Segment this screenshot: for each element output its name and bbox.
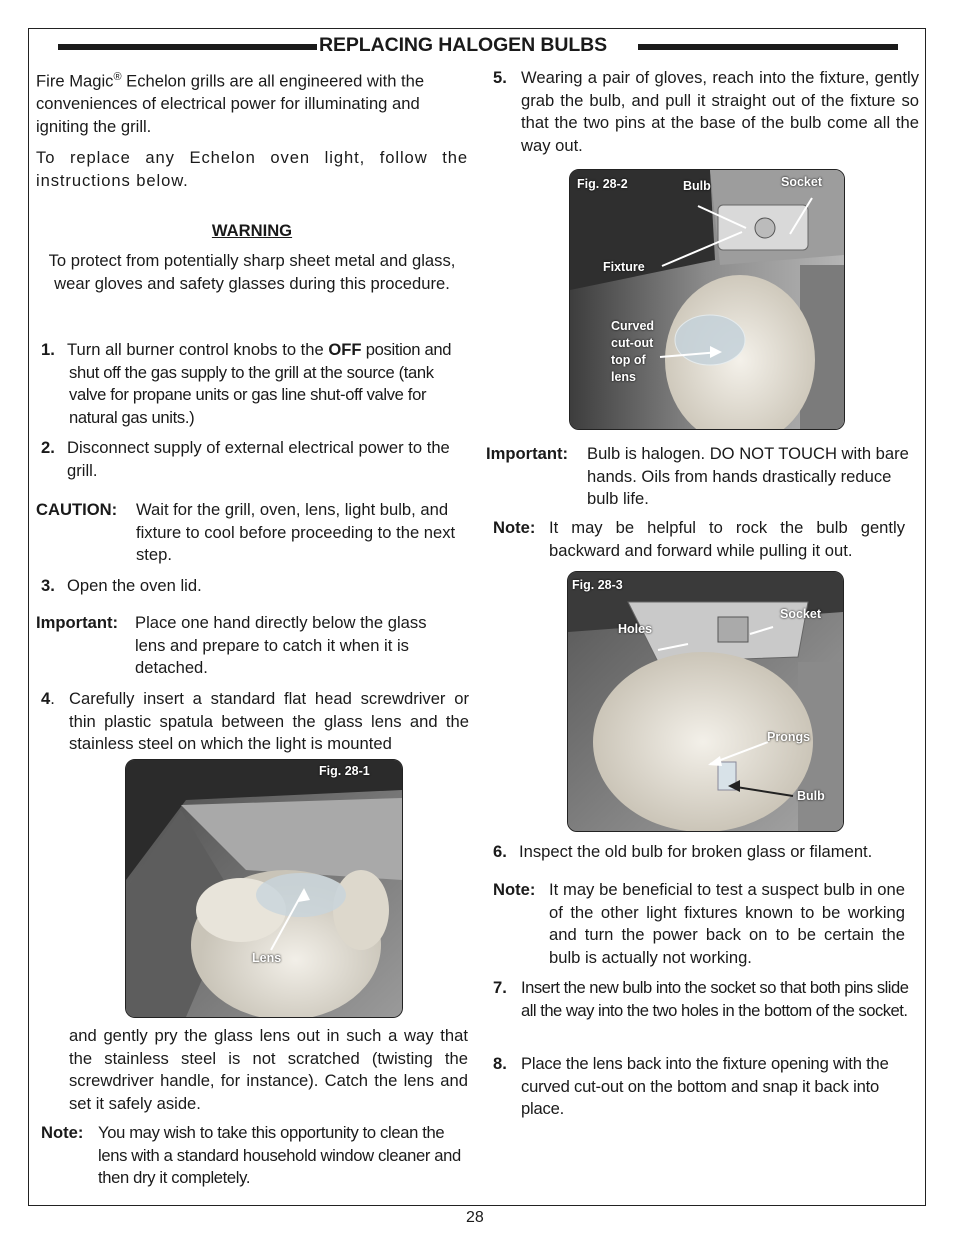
important-1-text: Place one hand directly below the glass lens and prepare to catch it when it is detached.: [135, 613, 427, 677]
step-7: [493, 977, 923, 1045]
important-2-label: Important:: [486, 444, 569, 463]
figure-28-2-label: Fig. 28-2: [577, 177, 628, 191]
step-1-number: 1.: [41, 340, 55, 359]
figure-28-2-photo: [570, 170, 844, 429]
intro-paragraph-2: To replace any Echelon oven light, follow the instructions below.: [36, 148, 468, 190]
important-2-text: Bulb is halogen. DO NOT TOUCH with bare hands. Oils from hands drastically reduce bulb life.: [587, 444, 909, 508]
step-1-text-b: position and shut off the gas supply to the grill at the source (tank valve for propane units or gas line shut-off valve for natural gas units.): [69, 340, 452, 427]
caution-text: Wait for the grill, oven, lens, light bulb, and fixture to cool before proceeding to the next step.: [136, 500, 456, 564]
step-1: [41, 339, 471, 427]
intro-paragraph-1: [36, 66, 468, 138]
figure-28-3-holes-label: Holes: [618, 622, 653, 636]
figure-28-3-bulb-label: Bulb: [797, 789, 825, 803]
note-1-label: Note:: [41, 1123, 84, 1142]
step-1-off: OFF: [328, 340, 362, 359]
title-rule-left: [58, 44, 320, 50]
step-5-text: Wearing a pair of gloves, reach into the fixture, gently grab the bulb, and pull it straight out of the fixture so that the two pins at the base of the bulb come all the way out.: [521, 68, 919, 155]
step-7-text: Insert the new bulb into the socket so that both pins slide all the way into the two holes in the bottom of the socket.: [521, 978, 909, 1020]
note-3-label: Note:: [493, 880, 536, 899]
figure-28-2: [569, 169, 845, 430]
note-2-label: Note:: [493, 518, 536, 537]
note-1-text: You may wish to take this opportunity to clean the lens with a standard household window cleaner and then dry it completely.: [98, 1123, 461, 1187]
important-1-block: [36, 612, 466, 680]
step-6-number: 6.: [493, 842, 507, 861]
step-4-text-a: Carefully insert a standard flat head screwdriver or thin plastic spatula between the glass lens and the stainless steel on which the light is mounted: [69, 689, 469, 753]
note-1-block: [41, 1122, 471, 1190]
curved-label-line-2: cut-out: [611, 336, 654, 350]
note-3-block: [493, 879, 923, 971]
step-2-number: 2.: [41, 438, 55, 457]
figure-28-1-photo: [126, 760, 402, 1017]
figure-28-3-socket-label: Socket: [780, 607, 821, 621]
figure-28-3: [567, 571, 844, 832]
figure-28-3-label: Fig. 28-3: [572, 578, 623, 592]
note-2-block: [493, 517, 923, 563]
step-5-number: 5.: [493, 68, 507, 87]
step-2-text: Disconnect supply of external electrical power to the grill.: [67, 438, 450, 480]
step-4-digit: 4: [41, 689, 51, 708]
step-4-number: [41, 688, 55, 711]
figure-28-2-fixture-label: Fixture: [603, 260, 645, 274]
warning-text: To protect from potentially sharp sheet metal and glass, wear gloves and safety glasses during this procedure.: [48, 251, 456, 293]
curved-label-line-4: lens: [611, 370, 637, 384]
section-title-row: [58, 33, 898, 59]
figure-28-2-curved-label: [611, 318, 654, 386]
step-4-continued: and gently pry the glass lens out in such a way that the stainless steel is not scratched (twisting the screwdriver handle, for instance). Catch the lens and set it safely aside.: [69, 1026, 468, 1113]
curved-label-line-3: top of: [611, 353, 646, 367]
step-8-number: 8.: [493, 1054, 507, 1073]
step-2: [41, 437, 471, 482]
step-5: [493, 67, 921, 159]
caution-block: [36, 499, 466, 567]
step-4: [41, 688, 471, 756]
figure-28-3-prongs-label: Prongs: [767, 730, 811, 744]
figure-28-2-socket-label: Socket: [781, 175, 822, 189]
section-title: REPLACING HALOGEN BULBS: [319, 34, 608, 56]
important-2-block: [486, 443, 922, 511]
step-3-number: 3.: [41, 576, 55, 595]
step-8: [493, 1053, 923, 1121]
note-2-text: It may be helpful to rock the bulb gently backward and forward while pulling it out.: [549, 518, 905, 560]
note-3-text: It may be beneficial to test a suspect bulb in one of the other light fixtures known to be working and turn the power back on to be certain the bulb is actually not working.: [549, 880, 905, 967]
step-4-dot: .: [50, 689, 55, 708]
step-1-text-a: Turn all burner control knobs to the: [67, 340, 329, 359]
important-1-label: Important:: [36, 613, 119, 632]
curved-label-line-1: Curved: [611, 319, 655, 333]
figure-28-2-bulb-label: Bulb: [683, 179, 711, 193]
title-rule-right: [638, 44, 898, 50]
step-7-number: 7.: [493, 978, 507, 997]
page-number: 28: [466, 1209, 484, 1226]
caution-label: CAUTION:: [36, 500, 118, 519]
figure-28-1-label: Fig. 28-1: [319, 764, 370, 778]
intro-text: Echelon grills are all engineered with the conveniences of electrical power for illuminating and igniting the grill.: [36, 71, 425, 136]
intro-brand: Fire Magic: [36, 71, 114, 91]
registered-mark: ®: [113, 71, 122, 83]
figure-28-1: [125, 759, 403, 1018]
step-3-text: Open the oven lid.: [67, 576, 202, 595]
step-6-text: Inspect the old bulb for broken glass or filament.: [519, 842, 873, 861]
step-8-text: Place the lens back into the fixture opening with the curved cut-out on the bottom and snap it back into place.: [521, 1054, 889, 1118]
figure-28-1-lens-label: Lens: [252, 951, 282, 965]
warning-heading: WARNING: [211, 221, 293, 240]
